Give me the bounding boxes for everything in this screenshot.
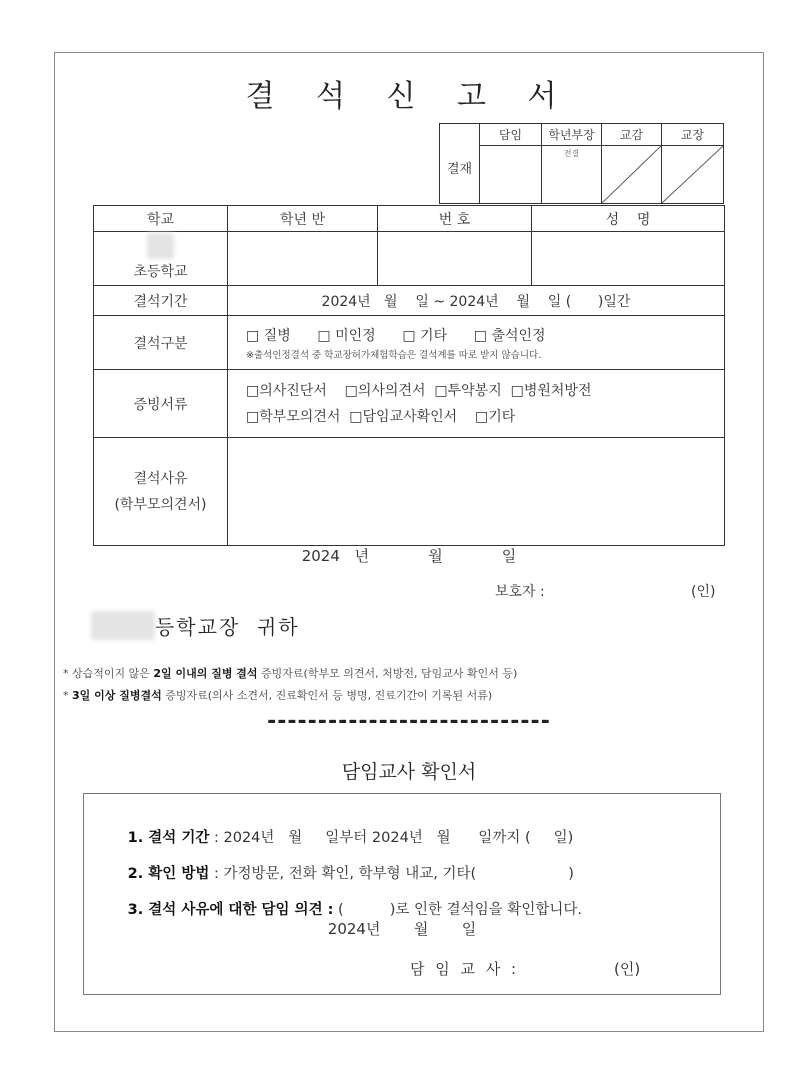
document-page xyxy=(54,52,764,1032)
document-cell xyxy=(228,370,725,438)
confirm-title: 담임교사 확인서 xyxy=(341,761,477,783)
confirm-item-label: 1. 결석 기간 xyxy=(127,830,210,846)
confirm-item-value: : 가정방문, 전화 확인, 학부형 내교, 기타( ) xyxy=(209,866,574,882)
approval-box xyxy=(439,123,724,204)
approval-header-homeroom: 담임 xyxy=(480,124,542,146)
student-name-input[interactable] xyxy=(532,232,725,286)
grade-class-input[interactable] xyxy=(228,232,378,286)
number-input[interactable] xyxy=(378,232,532,286)
reason-sublabel: (학부모의견서) xyxy=(114,496,207,513)
addressee-text: 등학교장 귀하 xyxy=(154,615,300,639)
footnote-2 xyxy=(63,687,492,703)
approval-header-principal: 교장 xyxy=(662,124,724,146)
document-label: 증빙서류 xyxy=(94,370,228,438)
approval-header-vice-principal: 교감 xyxy=(602,124,662,146)
absence-type-cell xyxy=(228,316,725,370)
approval-sign-grade-head[interactable] xyxy=(542,146,602,204)
report-date: 2024 년 월 일 xyxy=(301,547,517,565)
footnote-1 xyxy=(63,665,517,681)
footnote-text: * xyxy=(63,689,72,702)
footnote-bold: 2일 이내의 질병 결석 xyxy=(153,667,258,680)
absence-form-table xyxy=(93,205,725,546)
footnote-text: * 상습적이지 않은 xyxy=(63,667,154,680)
confirm-item-label: 3. 결석 사유에 대한 담임 의견 : xyxy=(127,902,334,918)
footnote-text: 증빙자료(학부모 의견서, 처방전, 담임교사 확인서 등) xyxy=(257,667,518,680)
header-grade-class: 학년 반 xyxy=(228,206,378,232)
document-checkboxes-row2[interactable]: □학부모의견서 □담임교사확인서 □기타 xyxy=(246,408,516,425)
period-label: 결석기간 xyxy=(94,286,228,316)
approval-header-grade-head: 학년부장 xyxy=(542,124,602,146)
slash-line xyxy=(602,146,661,203)
reason-label: 결석사유 xyxy=(133,470,188,487)
document-checkboxes-row1[interactable]: □의사진단서 □의사의견서 □투약봉지 □병원처방전 xyxy=(246,382,592,399)
school-cell xyxy=(94,232,228,286)
slash-line xyxy=(662,146,723,203)
type-note: ※출석인정결석 중 학교장허가체험학습은 결석계를 따로 받지 않습니다. xyxy=(246,349,542,361)
teacher-confirmation-box xyxy=(83,793,721,995)
confirm-item-label: 2. 확인 방법 xyxy=(127,866,210,882)
redacted-school-name xyxy=(147,233,174,259)
reason-label-cell xyxy=(94,438,228,546)
delegated-note: 전결 xyxy=(563,149,580,158)
page-title: 결 석 신 고 서 xyxy=(245,79,573,114)
homeroom-teacher-seal[interactable]: (인) xyxy=(614,960,641,978)
approval-sign-principal xyxy=(662,146,724,204)
addressee xyxy=(91,611,300,640)
redacted-school-name xyxy=(91,611,155,640)
confirm-date: 2024년 월 일 xyxy=(327,920,477,938)
approval-sign-vice-principal xyxy=(602,146,662,204)
confirm-item-value: : 2024년 월 일부터 2024년 월 일까지 ( 일) xyxy=(209,830,574,846)
cut-line-divider: ---------------------------- xyxy=(267,709,551,734)
guardian-label: 보호자 : xyxy=(495,584,545,600)
header-number: 번 호 xyxy=(378,206,532,232)
school-suffix: 초등학교 xyxy=(133,263,188,280)
guardian-seal[interactable]: (인) xyxy=(691,584,716,600)
absence-type-checkboxes[interactable]: □ 질병 □ 미인정 □ 기타 □ 출석인정 xyxy=(246,327,546,344)
type-label: 결석구분 xyxy=(94,316,228,370)
reason-input[interactable] xyxy=(228,438,725,546)
confirm-item-value: ( )로 인한 결석임을 확인합니다. xyxy=(333,902,582,918)
approval-label: 결재 xyxy=(440,124,480,204)
header-name: 성 명 xyxy=(532,206,725,232)
period-value[interactable]: 2024년 월 일 ~ 2024년 월 일 ( )일간 xyxy=(228,286,725,316)
homeroom-teacher-label: 담 임 교 사 : xyxy=(410,960,520,978)
approval-sign-homeroom[interactable] xyxy=(480,146,542,204)
footnote-bold: 3일 이상 질병결석 xyxy=(72,689,162,702)
header-school: 학교 xyxy=(94,206,228,232)
footnote-text: 증빙자료(의사 소견서, 진료확인서 등 병명, 진료기간이 기록된 서류) xyxy=(161,689,493,702)
